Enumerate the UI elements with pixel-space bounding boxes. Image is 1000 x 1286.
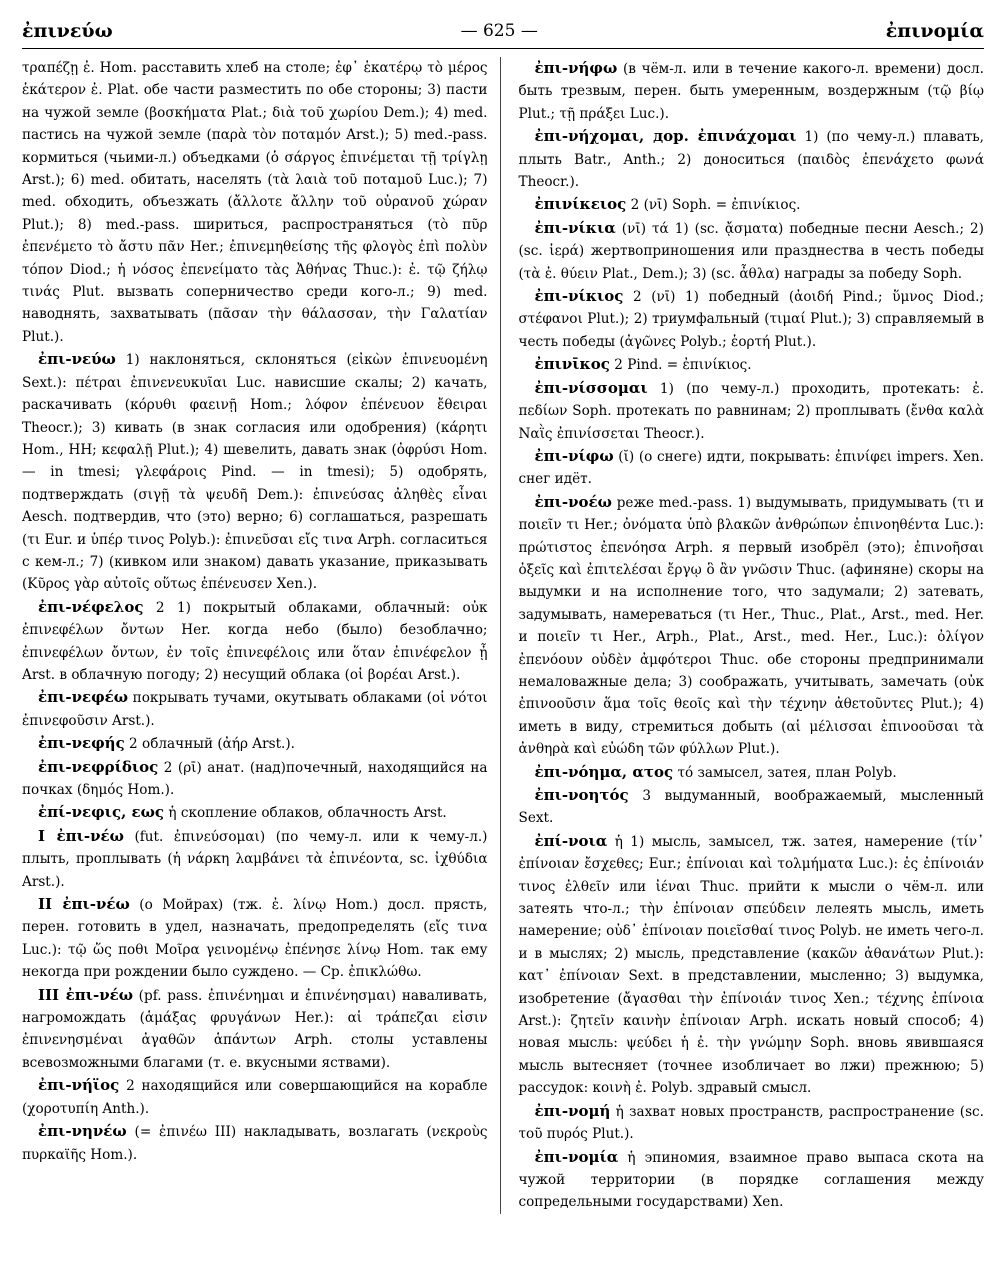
- entry-lemma: ἐπινῑκος: [534, 355, 610, 374]
- dictionary-entry: [22, 596, 488, 687]
- dictionary-entry: [22, 732, 488, 755]
- dictionary-entry: [22, 893, 488, 984]
- entry-lemma: I ἐπι-νέω: [38, 826, 124, 845]
- entry-definition: (fut. ἐπινεύσομαι) (по чему-л. или к чему-л.) плыть, проплывать (ἡ νάρκη λαμβάνει τὰ ἐπινέοντα, sc. ἰχθύδια Arst.).: [22, 828, 488, 890]
- dictionary-entry: [22, 801, 488, 824]
- page-header: [22, 14, 984, 49]
- entry-lemma: ἐπι-νοητός: [534, 786, 629, 804]
- dictionary-entry: [519, 193, 985, 216]
- entry-definition: ἡ захват новых пространств, распространение (sc. τοῦ πυρός Plut.).: [518, 1103, 984, 1143]
- entry-lemma: ἐπι-νοέω: [534, 492, 612, 511]
- left-running-headword: ἐπινεύω: [22, 20, 113, 42]
- entry-lemma: ἐπινίκειος: [534, 195, 627, 214]
- entry-lemma: ἐπι-νεφέω: [38, 688, 129, 707]
- entry-lemma: ἐπί-νοια: [534, 831, 608, 850]
- dictionary-entry: [22, 756, 488, 802]
- entry-lemma: ἐπι-νομή: [534, 1101, 611, 1120]
- entry-definition: ἡ 1) мысль, замысел, тж. затея, намерение (τίν᾽ ἐπίνοιαν ἔσχεθες; Eur.; ἐπίνοιαι καὶ τολμήματα Luc.): ἐς ἐπίνοιάν τινος ἐλθεῖν или ἰέναι Thuc. прийти к мысли о чём-л. или затеять что-л.; τὴν ἐπίνοιαν σπεύδειν лелеять мысль, иметь намерение; οὐδ᾽ ἐπίνοιαν ποιεῖσθαί τινος Polyb. не иметь чего-л. и в мыслях; 2) мысль, представление (κακῶν ἀθανάτων Plut.): κατ᾽ ἐπίνοιαν Sext. в представлении, мысленно; 3) выдумка, изобретение (ἄγασθαι τὴν ἐπίνοιάν τινος Xen.; τέχνης ἐπίνοια Arst.): ζητεῖν καινὴν ἐπίνοιαν Arph. искать новый способ; 4) новая мысль: ψεύδει ἡ ἐ. τὴν γνώμην Soph. вновь явившаяся мысль вытесняет (точнее изобличает во лжи) прежнюю; 5) рассудок: κοινὴ ἐ. Polyb. здравый смысл.: [518, 833, 984, 1097]
- dictionary-entry: [22, 825, 488, 893]
- dictionary-entry: [519, 217, 985, 285]
- dictionary-entry: [519, 761, 985, 784]
- entry-definition: 1) (по чему-л.) проходить, протекать: ἐ. πεδίων Soph. протекать по равнинам; 2) проплывать (ἔνθα καλὰ Ναῒς ἐπινίσσεται Theocr.).: [518, 380, 984, 442]
- entry-definition: 2 находящийся или совершающийся на корабле (χοροτυπίη Anth.).: [22, 1078, 488, 1117]
- entry-lemma: ἐπι-νίφω: [534, 446, 614, 465]
- entry-definition: 2 (νῑ) 1) победный (ἀοιδή Pind.; ὕμνος Diod.; στέφανοι Plut.); 2) триумфальный (τιμαί Plut.); 3) справляемый в честь победы (ἀγῶνες Polyb.; ἑορτή Plut.).: [518, 289, 984, 350]
- page-number: — 625 —: [460, 21, 538, 41]
- dictionary-entry: [22, 1120, 488, 1166]
- entry-definition: (νῑ) τά 1) (sc. ᾄσματα) победные песни Aesch.; 2) (sc. ἱερά) жертвоприношения или празднества в честь победы (τὰ ἐ. θύειν Plat., Dem.); 3) (sc. ἆθλα) награды за победу Soph.: [518, 220, 984, 282]
- entry-definition: (в чём-л. или в течение какого-л. времени) досл. быть трезвым, перен. быть умеренным, воздержным (τῷ βίῳ Plut.; τῇ πράξει Luc.).: [518, 61, 984, 122]
- entry-definition: 2 облачный (ἀήρ Arst.).: [124, 736, 296, 753]
- dictionary-entry: [22, 686, 488, 732]
- entry-definition: (= ἐπινέω III) накладывать, возлагать (νεκροὺς πυρκαϊῆς Hom.).: [22, 1124, 488, 1163]
- dictionary-entry: [22, 1074, 488, 1120]
- left-column: [22, 57, 501, 1214]
- dictionary-entry: [519, 285, 985, 353]
- entry-definition: покрывать тучами, окутывать облаками (οἱ νότοι ἐπινεφοῦσιν Arst.).: [22, 690, 488, 729]
- entry-lemma: ἐπι-νήφω: [534, 59, 618, 77]
- dictionary-entry: [22, 348, 488, 595]
- entry-definition: (ῐ) (о снеге) идти, покрывать: ἐπινίφει impers. Xen. снег идёт.: [518, 448, 984, 488]
- entry-definition: (pf. pass. ἐπινένημαι и ἐπινένησμαι) наваливать, нагромождать (ἁμάξας φρυγάνων Her.): αἱ τράπεζαι εἰσιν ἐπινενησμέναι ἀγαθῶν ἁπάντων Arph. столы уставлены всевозможными благами (т. е. вкусными яствами).: [22, 987, 488, 1071]
- right-column: [519, 57, 985, 1214]
- dictionary-entry: [519, 830, 985, 1100]
- entry-lemma: ἐπι-νεφής: [38, 734, 125, 753]
- entry-lemma: ἐπι-νήχομαι, дор. ἐπινάχομαι: [534, 127, 797, 146]
- entry-lemma: ἐπι-νεύω: [38, 350, 116, 369]
- entry-lemma: ἐπι-νίκιος: [534, 287, 624, 306]
- entry-definition: ἡ эпиномия, взаимное право выпаса скота на чужой территории (в порядке соглашения между сопредельными государствами) Xen.: [518, 1149, 984, 1211]
- right-running-headword: ἐπινομία: [885, 20, 984, 42]
- entry-lemma: III ἐπι-νέω: [38, 985, 134, 1004]
- dictionary-entry: [22, 984, 488, 1075]
- entry-lemma: ἐπι-νομία: [534, 1147, 619, 1166]
- entry-definition: 1) наклоняться, склоняться (εἰκὼν ἐπινευομένη Sext.): πέτραι ἐπινενευκυῖαι Luc. нависшие скалы; 2) качать, раскачивать (κόρυθι φαεινῇ Hom.; λόφον ἐπένευον ἔθειραι Theocr.); 3) кивать (в знак согласия или одобрения) (κάρητι Hom., HH; κεφαλῇ Plut.); 4) шевелить, давать знак (ὀφρύσι Hom. — in tmesi; γλεφάροις Pind. — in tmesi); 5) одобрять, подтверждать (σιγῇ τὰ ψευδῆ Dem.): ἐπινεύσας ἀληθὲς εἶναι Aesch. подтвердив, что (это) верно; 6) соглашаться, разрешать (τι Eur. и ὑπέρ τινος Polyb.): ἐπινεῦσαι εἴς τινα Arph. согласиться с кем-л.; 7) (кивком или знаком) давать указание, приказывать (Κῦρος γὰρ αὐτοῖς οὕτως ἐπένευσεν Xen.).: [22, 352, 488, 593]
- entry-definition: 2 (ρῑ) анат. (над)почечный, находящийся на почках (δημός Hom.).: [22, 759, 488, 798]
- dictionary-entry: [22, 57, 488, 348]
- entry-lemma: ἐπί-νεφις, εως: [38, 803, 165, 822]
- dictionary-entry: [519, 784, 985, 830]
- entry-lemma: ἐπι-νόημα, ατος: [534, 762, 674, 781]
- entry-lemma: ἐπι-νίκια: [534, 218, 616, 237]
- entry-definition: 2 Pind. = ἐπινίκιος.: [609, 357, 752, 374]
- dictionary-entry: [519, 491, 985, 761]
- entry-definition: (о Мойрах) (тж. ἐ. λίνῳ Hom.) досл. прясть, перен. готовить в удел, назначать, предопределять (εἴς τινα Luc.): τῷ ὥς ποθι Μοῖρα γεινομένῳ ἐπένησε λίνῳ Hom. так ему некогда при рождении было суждено. — Ср. ἐπικλώθω.: [22, 897, 488, 981]
- entry-definition: 2 (νῑ) Soph. = ἐπινίκιος.: [626, 197, 801, 214]
- columns: [22, 57, 984, 1214]
- entry-definition: τραπέζῃ ἐ. Hom. расставить хлеб на столе; ἐφ᾽ ἑκατέρῳ τὸ μέρος ἑκάτερον ἐ. Plat. обе части разместить по обе стороны; 3) пасти на чужой земле (βοσκήματα Plat.; διὰ τοῦ χωρίου Dem.); 4) med. пастись на чужой земле (παρὰ τὸν ποταμόν Arst.); 5) med.-pass. кормиться (чьими-л.) объедками (ὁ σάργος ἐπινέμεται τῇ τρίγλῃ Arst.); 6) med. обитать, населять (τὰ λαιὰ τοῦ ποταμοῦ Luc.); 7) med. обходить, объезжать (ἄλλοτε ἄλλην τοῦ οὐρανοῦ χώραν Plut.); 8) med.-pass. шириться, распространяться (τὸ πῦρ ἐπενέμετο τὸ ἄστυ πᾶν Her.; ἐπινεμηθείσης τῆς φλογὸς ἐπὶ πολὺν τόπον Diod.; ἡ νόσος ἐπενείματο τὰς Ἀθήνας Thuc.): ἐ. τῷ ζήλῳ τινάς Plut. вызвать соперничество среди кого-л.; 9) med. наводнять, захватывать (πᾶσαν τὴν θάλασσαν, τὴν Γαλατίαν Plut.).: [22, 60, 488, 345]
- dictionary-entry: [519, 445, 985, 491]
- entry-lemma: ἐπι-νεφρίδιος: [38, 757, 159, 776]
- entry-definition: 1) (по чему-л.) плавать, плыть Batr., Anth.; 2) доноситься (παιδὸς ἐπενάχετο φωνά Theocr.).: [518, 129, 984, 191]
- dictionary-entry: [519, 353, 985, 376]
- entry-definition: ἡ скопление облаков, облачность Arst.: [164, 805, 447, 822]
- dictionary-entry: [519, 1100, 985, 1146]
- dictionary-entry: [519, 125, 985, 193]
- dictionary-entry: [519, 377, 985, 445]
- entry-lemma: ἐπι-νίσσομαι: [534, 378, 648, 397]
- entry-lemma: ἐπι-νήϊος: [38, 1076, 120, 1095]
- entry-lemma: II ἐπι-νέω: [38, 895, 130, 914]
- entry-lemma: ἐπι-νέφελος: [38, 597, 144, 616]
- dictionary-entry: [519, 1146, 985, 1214]
- entry-definition: τό замысел, затея, план Polyb.: [673, 764, 897, 781]
- entry-definition: 3 выдуманный, воображаемый, мысленный Sext.: [518, 788, 984, 827]
- entry-definition: реже med.-pass. 1) выдумывать, придумывать (τι и ποιεῖν τι Her.; ὀνόματα ὑπὸ βλακῶν ἀνθρώπων ἐπινοηθέντα Luc.): πρώτιστος ἐπενόησα Arph. я первый изобрёл (это); ἐπινοῆσαι ὀξεῖς καὶ ἐπιτελέσαι ἔργῳ ὃ ἂν γνῶσιν Thuc. (афиняне) скоры на выдумки и на исполнение того, что задумали; 2) затевать, задумывать, намереваться (τι Her., Thuc., Plat., Arst., med. Her. и ποιεῖν τι Her., Arph., Plat., Arst., med. Her., Luc.): ὀλίγον ἐπενόουν οὐδὲν ἀμφότεροι Thuc. обе стороны предпринимали немаловажные дела; 3) соображать, учитывать, замечать (οὐκ ἐπινοοῦσιν ἅμα τοῖς θεοῖς καὶ τὴν τέχνην ἀθετοῦντες Plut.); 4) иметь в виду, стремиться добыть (αἱ μέλισσαι ἐπινοοῦσαι τὰ ἀνθηρὰ καὶ εὐώδη τῶν φύλλων Plut.).: [518, 494, 984, 758]
- entry-lemma: ἐπι-νηνέω: [38, 1122, 127, 1141]
- dictionary-entry: [519, 57, 985, 125]
- entry-definition: 2 1) покрытый облаками, облачный: οὐκ ἐπινεφέλων ὄντων Her. когда небо (было) безоблачно; ἐπινεφέλων ὄντων, ἐν τοῖς ἐπινεφέλοις или ὅταν ἐπινέφελον ᾖ Arst. в облачную погоду; 2) несущий облака (οἱ βορέαι Arst.).: [22, 599, 488, 683]
